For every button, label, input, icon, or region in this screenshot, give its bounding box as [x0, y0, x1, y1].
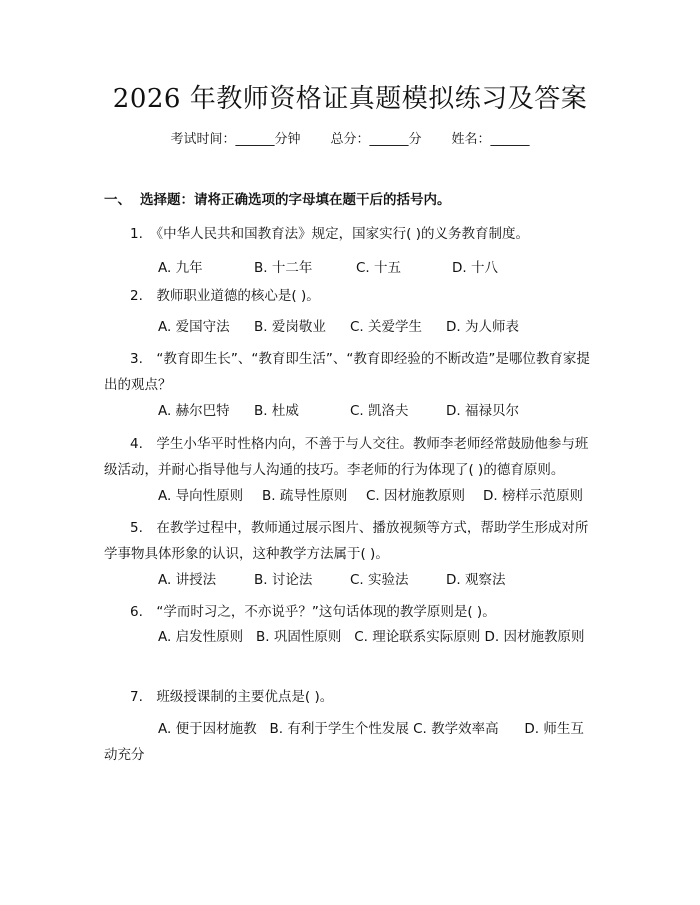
question-2	[104, 283, 596, 309]
option-c: C. 实验法	[350, 572, 409, 588]
question-7-options	[104, 716, 596, 768]
option-d: D. 因材施教原则	[484, 629, 585, 645]
option-b: B. 十二年	[254, 260, 313, 276]
question-5	[104, 515, 596, 567]
question-3	[104, 346, 596, 398]
section-number: 一、	[104, 192, 131, 208]
option-d: D. 为人师表	[446, 319, 519, 335]
option-b: B. 疏导性原则	[262, 488, 348, 504]
question-5-options	[158, 567, 505, 593]
question-2-options	[158, 314, 519, 340]
question-stem: 5. 在教学过程中，教师通过展示图片、播放视频等方式，帮助学生形成对所学事物具体形象的认识，这种教学方法属于( )。	[104, 520, 589, 562]
option-a: A. 讲授法	[158, 572, 217, 588]
question-1-options	[158, 255, 498, 281]
option-d: D. 师生互动充分	[104, 721, 584, 763]
option-a: A. 九年	[158, 260, 203, 276]
option-a: A. 便于因材施教	[158, 721, 257, 737]
question-4	[104, 431, 596, 483]
section-title: 选择题：请将正确选项的字母填在题干后的括号内。	[140, 192, 451, 208]
exam-meta	[0, 131, 700, 149]
exam-time-field: 考试时间：______分钟	[170, 132, 301, 147]
question-1	[104, 221, 596, 247]
option-c: C. 关爱学生	[350, 319, 423, 335]
question-stem: 4. 学生小华平时性格内向，不善于与人交往。教师李老师经常鼓励他参与班级活动，并耐心指导他与人沟通的技巧。李老师的行为体现了( )的德育原则。	[104, 436, 589, 478]
question-stem: 7. 班级授课制的主要优点是( )。	[130, 689, 334, 705]
option-b: B. 杜威	[254, 403, 299, 419]
question-6-options	[104, 624, 596, 650]
option-b: B. 有利于学生个性发展	[269, 721, 409, 737]
question-stem: 1. 《中华人民共和国教育法》规定，国家实行( )的义务教育制度。	[130, 226, 529, 242]
name-field: 姓名：______	[451, 132, 530, 147]
option-b: B. 讨论法	[254, 572, 313, 588]
option-a: A. 启发性原则	[158, 629, 244, 645]
option-d: D. 观察法	[446, 572, 506, 588]
option-c: C. 理论联系实际原则	[354, 629, 481, 645]
option-b: B. 爱岗敬业	[254, 319, 326, 335]
option-c: C. 因材施教原则	[366, 488, 466, 504]
option-d: D. 福禄贝尔	[446, 403, 519, 419]
question-stem: 6. “学而时习之，不亦说乎？”这句话体现的教学原则是( )。	[130, 604, 496, 620]
option-b: B. 巩固性原则	[255, 629, 342, 645]
option-c: C. 教学效率高	[413, 721, 499, 737]
question-6	[104, 599, 596, 625]
question-3-options	[158, 398, 519, 424]
section-heading	[104, 191, 451, 209]
question-stem: 2. 教师职业道德的核心是( )。	[130, 288, 320, 304]
question-stem: 3. “教育即生长”、“教育即生活”、“教育即经验的不断改造”是哪位教育家提出的观点？	[104, 351, 590, 393]
question-7	[104, 684, 596, 710]
option-a: A. 导向性原则	[158, 488, 244, 504]
option-c: C. 凯洛夫	[350, 403, 409, 419]
option-d: D. 榜样示范原则	[483, 488, 583, 504]
total-score-field: 总分：______分	[330, 132, 422, 147]
option-c: C. 十五	[356, 260, 402, 276]
option-a: A. 赫尔巴特	[158, 403, 230, 419]
option-d: D. 十八	[452, 260, 498, 276]
question-4-options	[158, 483, 583, 509]
document-title: 2026 年教师资格证真题模拟练习及答案	[112, 84, 588, 114]
option-a: A. 爱国守法	[158, 319, 230, 335]
